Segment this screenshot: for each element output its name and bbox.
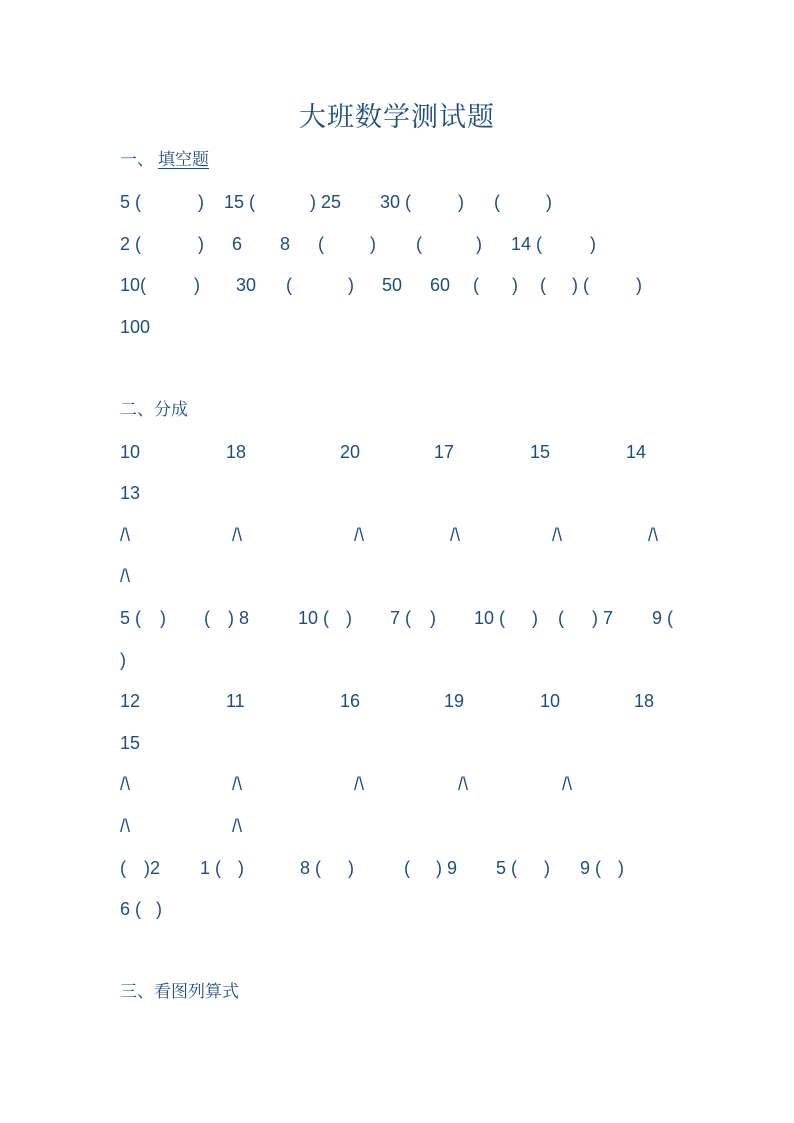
split-answers-row-1-wrap xyxy=(120,648,680,672)
split-number: 10 xyxy=(540,691,561,711)
fill-item: 8 xyxy=(280,234,291,254)
split-number: 11 xyxy=(226,691,245,711)
fill-item: ( xyxy=(286,275,292,295)
section1-heading-prefix: 一、 xyxy=(120,150,154,170)
split-caret: /\ xyxy=(120,774,131,794)
split-number: 15 xyxy=(530,442,551,462)
fill-item: ) xyxy=(194,275,200,295)
split-number: 13 xyxy=(120,483,141,503)
split-numbers-row-2-wrap xyxy=(120,731,680,755)
split-carets-row-2 xyxy=(120,772,680,796)
fill-item: ) xyxy=(458,192,464,212)
split-number: 20 xyxy=(340,442,361,462)
fill-item: ( xyxy=(318,234,324,254)
page-title: 大班数学测试题 xyxy=(299,102,495,133)
split-caret: /\ xyxy=(120,566,131,586)
section3-heading-text: 三、看图列算式 xyxy=(120,982,239,1002)
fill-item: ) xyxy=(348,275,354,295)
fill-item: ) xyxy=(370,234,376,254)
fill-item: 6 xyxy=(232,234,243,254)
fill-item: 50 xyxy=(382,275,403,295)
section3-heading xyxy=(120,980,680,1004)
split-carets-row-2-wrap xyxy=(120,814,680,838)
split-answer: ( xyxy=(120,858,126,878)
split-answer: 7 ( xyxy=(390,608,412,628)
split-number: 19 xyxy=(444,691,465,711)
split-answer: ) xyxy=(618,858,624,878)
fill-item: ) 25 xyxy=(310,192,342,212)
split-answer: 9 ( xyxy=(580,858,602,878)
split-caret: /\ xyxy=(458,774,469,794)
section1-heading xyxy=(120,148,680,172)
split-caret: /\ xyxy=(232,774,243,794)
split-answer: 9 ( xyxy=(652,608,674,628)
split-caret: /\ xyxy=(120,525,131,545)
split-answer: 5 ( xyxy=(120,608,142,628)
fill-item: ) xyxy=(546,192,552,212)
fill-row-1 xyxy=(120,190,680,214)
split-number: 17 xyxy=(434,442,455,462)
fill-item: 15 ( xyxy=(224,192,256,212)
split-caret: /\ xyxy=(354,774,365,794)
split-number: 14 xyxy=(626,442,647,462)
split-answer: ) xyxy=(532,608,538,628)
fill-item: ) xyxy=(198,192,204,212)
split-number: 10 xyxy=(120,442,141,462)
split-number: 18 xyxy=(226,442,247,462)
split-answer: 1 ( xyxy=(200,858,222,878)
split-caret: /\ xyxy=(232,525,243,545)
fill-row-3 xyxy=(120,273,680,297)
fill-item: ) xyxy=(636,275,642,295)
split-answer: 8 ( xyxy=(300,858,322,878)
split-answer: 10 ( xyxy=(298,608,330,628)
split-answer: 6 ( ) xyxy=(120,899,163,919)
fill-row-4 xyxy=(120,315,680,339)
split-caret: /\ xyxy=(552,525,563,545)
split-answer: ) 9 xyxy=(436,858,458,878)
split-caret: /\ xyxy=(120,816,131,836)
split-answer: ) xyxy=(348,858,354,878)
split-answers-row-2-wrap xyxy=(120,897,680,921)
split-numbers-row-1 xyxy=(120,440,680,464)
fill-item: ) ( xyxy=(572,275,589,295)
split-caret: /\ xyxy=(232,816,243,836)
split-answer: ) 8 xyxy=(228,608,250,628)
split-carets-row-1 xyxy=(120,523,680,547)
fill-item: ( xyxy=(416,234,422,254)
split-answer: ) xyxy=(346,608,352,628)
section1-heading-text: 填空题 xyxy=(158,150,209,170)
fill-item: 60 xyxy=(430,275,451,295)
fill-item: ) xyxy=(590,234,596,254)
fill-item: 30 xyxy=(236,275,257,295)
split-answer: ) xyxy=(430,608,436,628)
split-numbers-row-1-wrap xyxy=(120,481,680,505)
split-answer: ) xyxy=(160,608,166,628)
fill-item: 100 xyxy=(120,317,151,337)
section2-heading-text: 二、分成 xyxy=(120,400,188,420)
split-caret: /\ xyxy=(450,525,461,545)
fill-item: ) xyxy=(512,275,518,295)
split-answer: 5 ( xyxy=(496,858,518,878)
split-answer: ) xyxy=(238,858,244,878)
split-numbers-row-2 xyxy=(120,689,680,713)
fill-item: ( xyxy=(540,275,546,295)
fill-item: 5 ( xyxy=(120,192,142,212)
section2-heading xyxy=(120,398,680,422)
split-answer: ) 7 xyxy=(592,608,614,628)
split-answers-row-2 xyxy=(120,856,680,880)
split-answer: ) xyxy=(120,650,126,670)
split-number: 15 xyxy=(120,733,141,753)
split-answer: 10 ( xyxy=(474,608,506,628)
fill-item: ( xyxy=(473,275,479,295)
split-answer: ( xyxy=(204,608,210,628)
split-number: 18 xyxy=(634,691,655,711)
fill-item: 30 ( xyxy=(380,192,412,212)
split-answer: ) xyxy=(544,858,550,878)
split-caret: /\ xyxy=(562,774,573,794)
fill-item: ) xyxy=(198,234,204,254)
split-number: 12 xyxy=(120,691,141,711)
split-answers-row-1 xyxy=(120,606,690,630)
split-answer: )2 xyxy=(144,858,161,878)
fill-item: ) xyxy=(476,234,482,254)
fill-item: 10( xyxy=(120,275,147,295)
split-answer: ( xyxy=(558,608,564,628)
fill-item: 14 ( xyxy=(511,234,543,254)
split-caret: /\ xyxy=(648,525,659,545)
split-answer: ( xyxy=(404,858,410,878)
fill-row-2 xyxy=(120,232,680,256)
split-number: 16 xyxy=(340,691,361,711)
split-caret: /\ xyxy=(354,525,365,545)
split-carets-row-1-wrap xyxy=(120,564,680,588)
fill-item: ( xyxy=(494,192,500,212)
fill-item: 2 ( xyxy=(120,234,142,254)
